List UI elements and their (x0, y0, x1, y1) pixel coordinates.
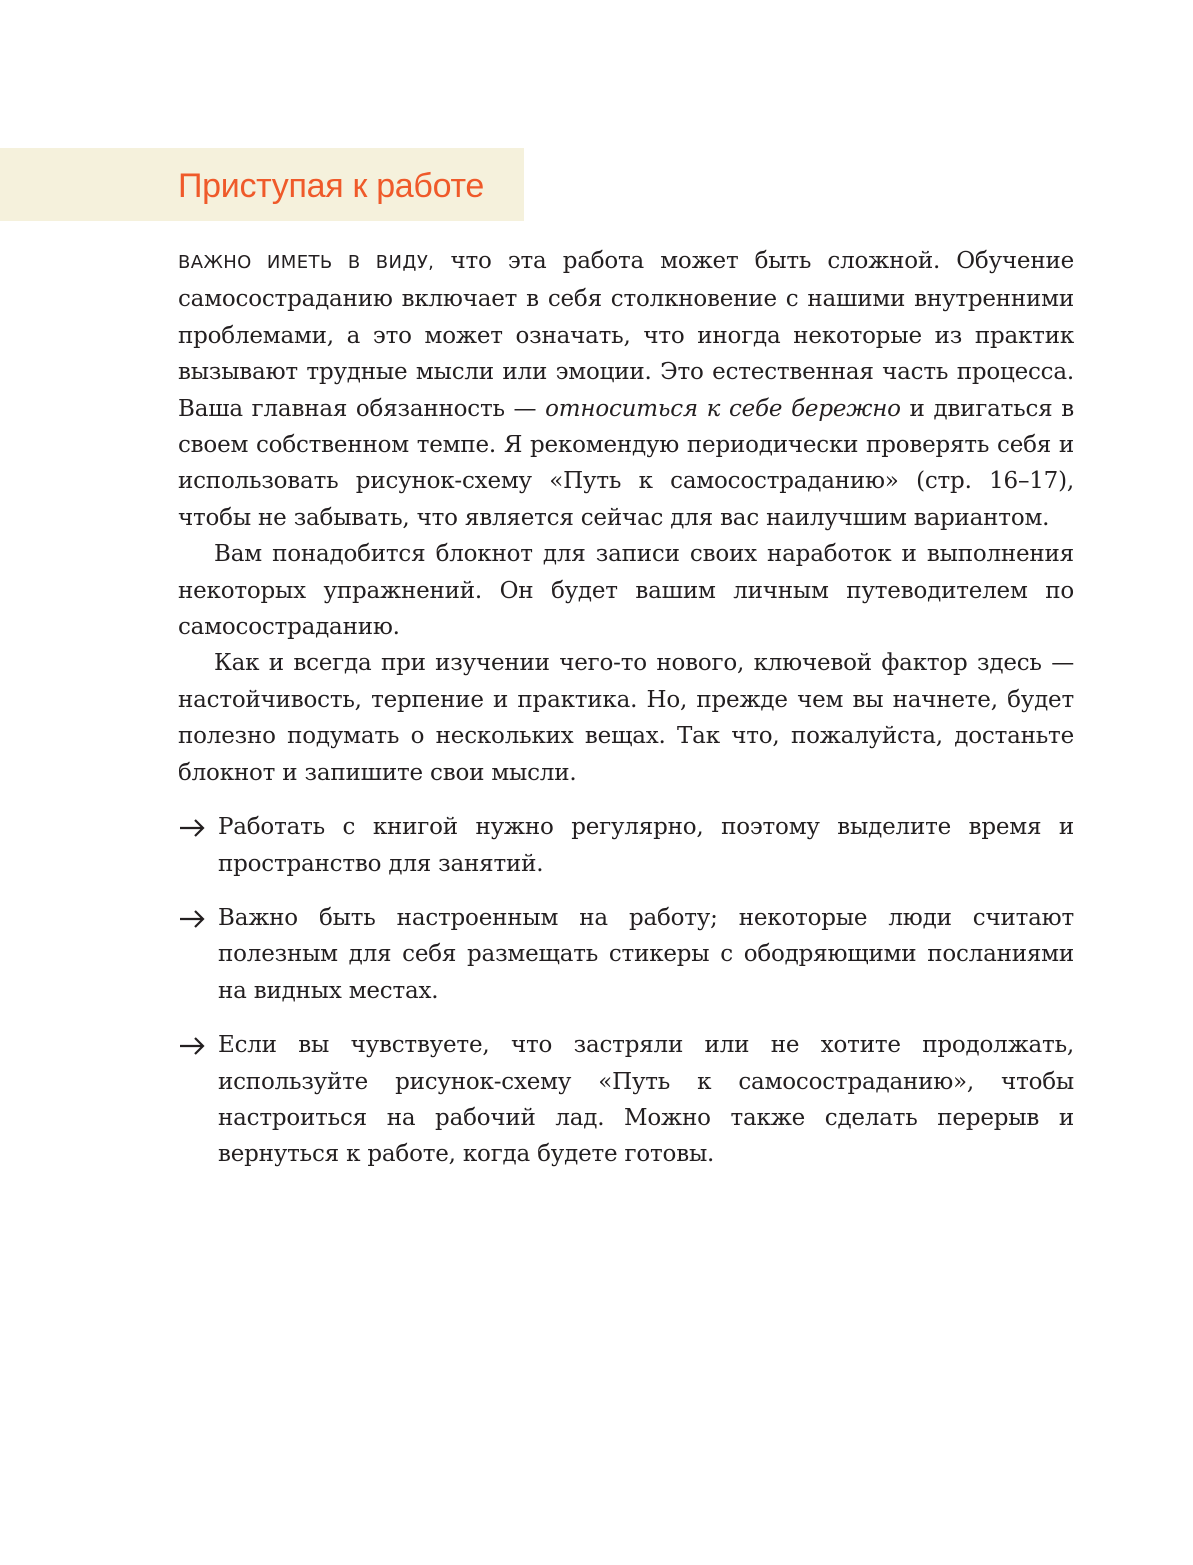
list-item-text: Работать с книгой нужно регулярно, поэтому выделите время и пространство для занятий. (218, 814, 1074, 877)
list-item-text: Важно быть настроенным на работу; некоторые люди считают полезным для себя размещать стикеры с ободряющими посланиями на видных местах. (218, 904, 1074, 1004)
paragraph-practice: Как и всегда при изучении чего-то нового, ключевой фактор здесь — настойчивость, терпение и практика. Но, прежде чем вы начнете, будет полезно подумать о нескольких вещах. Так что, пожалуйста, достаньте блокнот и запишите свои мысли. (178, 650, 1074, 786)
arrow-right-icon (178, 809, 212, 845)
list-item (178, 1027, 1074, 1173)
list-item (178, 900, 1074, 1009)
intro-emphasis: относиться к себе бережно (545, 395, 901, 422)
body-text (178, 243, 1074, 1191)
paragraph-notebook: Вам понадобится блокнот для записи своих наработок и выполнения некоторых упражнений. Он будет вашим личным путеводителем по самосостраданию. (178, 541, 1074, 641)
section-title: Приступая к работе (178, 167, 484, 205)
list-item (178, 809, 1074, 882)
list-item-text: Если вы чувствуете, что застряли или не хотите продолжать, используйте рисунок-схему «Путь к самосостраданию», чтобы настроиться на рабочий лад. Можно также сделать перерыв и вернуться к работе, когда будете готовы. (218, 1032, 1074, 1168)
intro-text-2: и двигаться в своем собственном темпе. Я рекомендую периодически проверять себя и использовать рисунок-схему «Путь к самосостраданию» (стр. 16–17), чтобы не забывать, что является сейчас для вас наилучшим вариантом. (178, 395, 1074, 531)
arrow-right-icon (178, 900, 212, 936)
paragraph-intro (178, 243, 1074, 536)
lead-in: ВАЖНО ИМЕТЬ В ВИДУ, (178, 252, 435, 273)
intro-text-1: что эта работа может быть сложной. Обучение самосостраданию включает в себя столкновение с нашими внутренними проблемами, а это может означать, что иногда некоторые из практик вызывают трудные мысли или эмоции. Это естественная часть процесса. Ваша главная обязанность — (178, 248, 1074, 422)
arrow-right-icon (178, 1027, 212, 1063)
tips-list (178, 809, 1074, 1173)
